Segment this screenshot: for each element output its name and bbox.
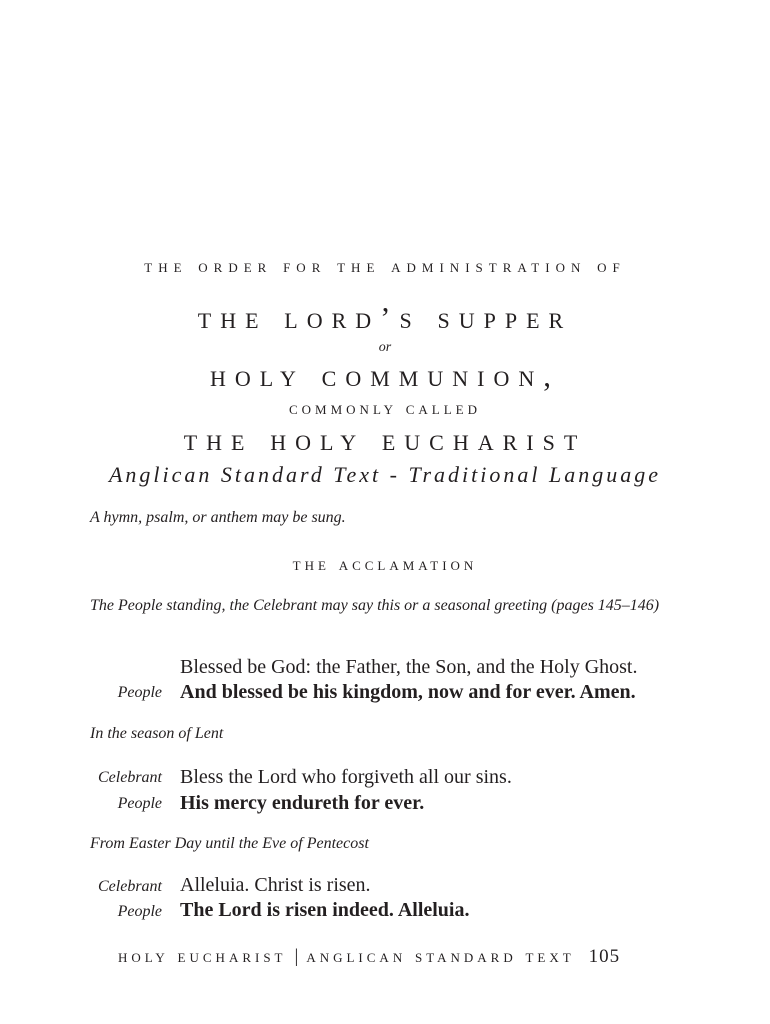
speaker-people: People: [117, 903, 162, 920]
easter-line-2: The Lord is risen indeed. Alleluia.: [180, 899, 470, 921]
lent-line-2: His mercy endureth for ever.: [180, 792, 425, 814]
order-line: the order for the administration of: [144, 256, 626, 277]
easter-line-1: Alleluia. Christ is risen.: [180, 874, 371, 896]
rubric-hymn: A hymn, psalm, or anthem may be sung.: [90, 509, 346, 526]
rubric-people-standing: The People standing, the Celebrant may say this or a seasonal greeting (pages 145–146): [90, 597, 660, 614]
lent-line-1: Bless the Lord who forgiveth all our sins.: [180, 766, 512, 788]
footer-separator: |: [294, 946, 299, 967]
title-holy-communion: holy communion,: [210, 358, 560, 393]
title-lords-supper: the lord’s supper: [197, 300, 573, 335]
speaker-celebrant: Celebrant: [98, 878, 162, 895]
title-holy-eucharist: the holy eucharist: [183, 422, 587, 457]
footer-right: anglican standard text: [306, 946, 575, 967]
rubric-lent: In the season of Lent: [90, 725, 224, 742]
speaker-people: People: [117, 684, 162, 701]
speaker-celebrant: Celebrant: [98, 769, 162, 786]
rubric-easter: From Easter Day until the Eve of Pentecost: [90, 835, 369, 852]
acclamation-line-1: Blessed be God: the Father, the Son, and the Holy Ghost.: [180, 656, 638, 678]
footer-left: holy eucharist: [118, 946, 287, 967]
section-heading-acclamation: the acclamation: [292, 554, 478, 575]
acclamation-line-2: And blessed be his kingdom, now and for ever. Amen.: [180, 681, 636, 703]
commonly-called: commonly called: [288, 398, 481, 419]
page-footer: [118, 946, 620, 968]
subtitle: Anglican Standard Text - Traditional Language: [108, 462, 661, 487]
page-number: 105: [588, 946, 621, 967]
or-connector: or: [378, 340, 392, 355]
speaker-people: People: [117, 795, 162, 812]
